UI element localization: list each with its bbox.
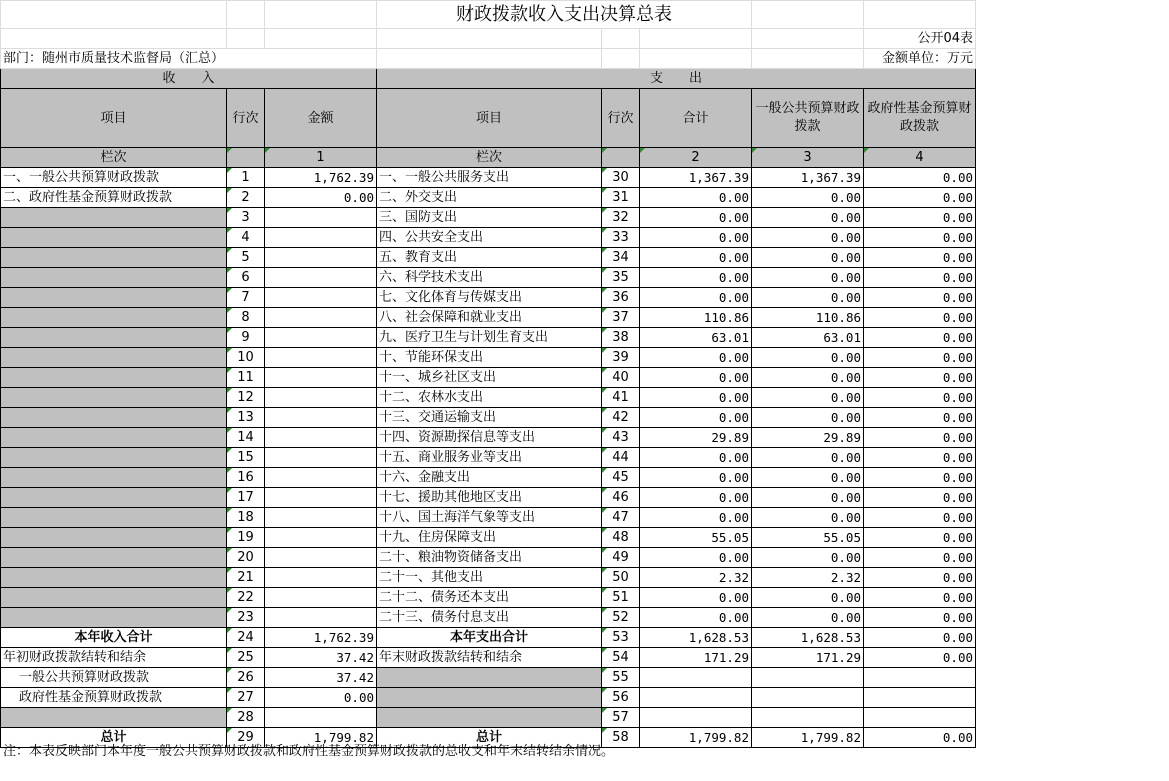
expense-fund-budget: 0.00	[864, 248, 976, 268]
form-number: 公开04表	[864, 29, 976, 49]
income-line-no: 16	[227, 468, 265, 488]
income-amount	[265, 248, 377, 268]
expense-item: 二、外交支出	[377, 188, 602, 208]
expense-grand-total-label: 总计	[377, 728, 602, 748]
expense-fund-budget: 0.00	[864, 388, 976, 408]
income-amount	[265, 708, 377, 728]
income-line-no: 10	[227, 348, 265, 368]
income-column-label: 栏次	[1, 148, 227, 168]
expense-item: 九、医疗卫生与计划生育支出	[377, 328, 602, 348]
table-row	[1, 548, 976, 568]
income-item	[1, 268, 227, 288]
expense-fund-budget: 0.00	[864, 528, 976, 548]
expense-total: 0.00	[640, 388, 752, 408]
expense-item: 十三、交通运输支出	[377, 408, 602, 428]
income-item	[1, 428, 227, 448]
income-amount	[265, 568, 377, 588]
expense-line-no: 38	[602, 328, 640, 348]
income-year-total-label: 本年收入合计	[1, 628, 227, 648]
expense-total: 0.00	[640, 188, 752, 208]
income-line-no: 19	[227, 528, 265, 548]
expense-general-budget: 0.00	[752, 448, 864, 468]
expense-item	[377, 708, 602, 728]
expense-fund-budget: 0.00	[864, 488, 976, 508]
income-line-no: 25	[227, 648, 265, 668]
expense-fund-budget: 0.00	[864, 348, 976, 368]
expense-item: 六、科学技术支出	[377, 268, 602, 288]
expense-item: 十六、金融支出	[377, 468, 602, 488]
expense-general-budget: 0.00	[752, 388, 864, 408]
unit-label: 金额单位：万元	[864, 49, 976, 69]
expense-carry-total: 171.29	[640, 648, 752, 668]
expense-fund-budget: 0.00	[864, 468, 976, 488]
expense-fund-budget: 0.00	[864, 568, 976, 588]
income-amount	[265, 288, 377, 308]
expense-fund-budget: 0.00	[864, 608, 976, 628]
income-line-header: 行次	[227, 89, 265, 148]
expense-general-budget: 0.00	[752, 248, 864, 268]
income-carry-sub-amount: 0.00	[265, 688, 377, 708]
expense-general-budget: 0.00	[752, 348, 864, 368]
expense-year-total-label: 本年支出合计	[377, 628, 602, 648]
expense-item: 十四、资源勘探信息等支出	[377, 428, 602, 448]
expense-fund-budget: 0.00	[864, 508, 976, 528]
income-amount	[265, 548, 377, 568]
expense-general-budget: 0.00	[752, 468, 864, 488]
income-line-no: 11	[227, 368, 265, 388]
income-amount	[265, 588, 377, 608]
expense-line-no: 43	[602, 428, 640, 448]
income-item	[1, 448, 227, 468]
expense-item	[377, 668, 602, 688]
expense-total: 0.00	[640, 368, 752, 388]
expense-total: 0.00	[640, 248, 752, 268]
expense-line-no: 44	[602, 448, 640, 468]
column-number-4: 4	[864, 148, 976, 168]
table-row	[1, 228, 976, 248]
expense-fund-budget: 0.00	[864, 548, 976, 568]
expense-fund-budget: 0.00	[864, 408, 976, 428]
expense-line-no: 32	[602, 208, 640, 228]
income-amount	[265, 448, 377, 468]
expense-general-budget: 0.00	[752, 548, 864, 568]
expense-total: 1,367.39	[640, 168, 752, 188]
expense-total: 0.00	[640, 408, 752, 428]
income-line-no: 6	[227, 268, 265, 288]
income-line-no: 4	[227, 228, 265, 248]
income-carry-sub-amount: 37.42	[265, 668, 377, 688]
expense-item: 十七、援助其他地区支出	[377, 488, 602, 508]
expense-fund-budget: 0.00	[864, 588, 976, 608]
expense-header: 支 出	[377, 69, 976, 89]
table-row	[1, 668, 976, 688]
expense-general-budget	[752, 708, 864, 728]
income-item	[1, 528, 227, 548]
income-item	[1, 248, 227, 268]
table-row	[1, 568, 976, 588]
table-row	[1, 408, 976, 428]
income-amount	[265, 228, 377, 248]
income-line-no: 14	[227, 428, 265, 448]
income-line-no: 22	[227, 588, 265, 608]
expense-fund-budget: 0.00	[864, 268, 976, 288]
expense-grand-general: 1,799.82	[752, 728, 864, 748]
expense-line-no: 52	[602, 608, 640, 628]
expense-item: 五、教育支出	[377, 248, 602, 268]
expense-line-no: 56	[602, 688, 640, 708]
expense-total	[640, 688, 752, 708]
income-amount	[265, 268, 377, 288]
table-row	[1, 448, 976, 468]
expense-line-no: 47	[602, 508, 640, 528]
expense-line-no: 30	[602, 168, 640, 188]
table-row	[1, 528, 976, 548]
table-row	[1, 288, 976, 308]
income-line-no: 12	[227, 388, 265, 408]
expense-fund-budget: 0.00	[864, 328, 976, 348]
expense-total: 0.00	[640, 288, 752, 308]
expense-fund-budget	[864, 688, 976, 708]
expense-year-fund: 0.00	[864, 628, 976, 648]
column-number-3: 3	[752, 148, 864, 168]
expense-total: 0.00	[640, 468, 752, 488]
expense-line-no: 57	[602, 708, 640, 728]
expense-grand-total: 1,799.82	[640, 728, 752, 748]
income-amount	[265, 388, 377, 408]
expense-fund-budget: 0.00	[864, 288, 976, 308]
expense-year-total: 1,628.53	[640, 628, 752, 648]
expense-total: 63.01	[640, 328, 752, 348]
expense-line-no: 40	[602, 368, 640, 388]
expense-general-budget: 0.00	[752, 588, 864, 608]
expense-line-no: 49	[602, 548, 640, 568]
income-amount	[265, 208, 377, 228]
income-amount	[265, 408, 377, 428]
income-amount	[265, 328, 377, 348]
income-line-no: 15	[227, 448, 265, 468]
income-item	[1, 368, 227, 388]
income-amount	[265, 468, 377, 488]
income-amount: 0.00	[265, 188, 377, 208]
expense-carry-fund: 0.00	[864, 648, 976, 668]
expense-general-budget: 0.00	[752, 268, 864, 288]
expense-fund-budget: 0.00	[864, 368, 976, 388]
expense-fund-budget	[864, 708, 976, 728]
expense-total: 0.00	[640, 208, 752, 228]
income-line-no: 26	[227, 668, 265, 688]
expense-item: 一、一般公共服务支出	[377, 168, 602, 188]
income-item	[1, 548, 227, 568]
expense-item: 三、国防支出	[377, 208, 602, 228]
income-item	[1, 488, 227, 508]
income-line-no: 17	[227, 488, 265, 508]
table-row	[1, 688, 976, 708]
expense-general-budget: 0.00	[752, 488, 864, 508]
income-amount	[265, 528, 377, 548]
expense-fund-budget: 0.00	[864, 228, 976, 248]
expense-total: 0.00	[640, 228, 752, 248]
expense-line-no: 55	[602, 668, 640, 688]
expense-item: 十八、国土海洋气象等支出	[377, 508, 602, 528]
income-item	[1, 388, 227, 408]
expense-general-budget: 0.00	[752, 208, 864, 228]
department-label: 部门：随州市质量技术监督局（汇总）	[1, 49, 377, 69]
expense-item: 四、公共安全支出	[377, 228, 602, 248]
table-row	[1, 308, 976, 328]
income-grand-total-amount: 1,799.82	[265, 728, 377, 748]
expense-total: 110.86	[640, 308, 752, 328]
income-line-no: 9	[227, 328, 265, 348]
income-line-no: 13	[227, 408, 265, 428]
income-item	[1, 588, 227, 608]
expense-line-no: 51	[602, 588, 640, 608]
expense-fund-budget	[864, 668, 976, 688]
expense-line-no: 36	[602, 288, 640, 308]
expense-fund-budget: 0.00	[864, 308, 976, 328]
income-item: 一、一般公共预算财政拨款	[1, 168, 227, 188]
income-item	[1, 708, 227, 728]
expense-line-no: 54	[602, 648, 640, 668]
income-item	[1, 508, 227, 528]
expense-year-general: 1,628.53	[752, 628, 864, 648]
income-amount	[265, 428, 377, 448]
income-line-no: 8	[227, 308, 265, 328]
income-amount-header: 金额	[265, 89, 377, 148]
income-item: 二、政府性基金预算财政拨款	[1, 188, 227, 208]
income-line-no: 5	[227, 248, 265, 268]
expense-item: 十、节能环保支出	[377, 348, 602, 368]
expense-total	[640, 708, 752, 728]
expense-general-budget	[752, 668, 864, 688]
income-item	[1, 308, 227, 328]
table-row	[1, 368, 976, 388]
column-number-2: 2	[640, 148, 752, 168]
income-amount	[265, 348, 377, 368]
income-amount	[265, 608, 377, 628]
expense-item: 二十三、债务付息支出	[377, 608, 602, 628]
expense-fund-budget: 0.00	[864, 208, 976, 228]
income-item	[1, 408, 227, 428]
expense-general-budget: 55.05	[752, 528, 864, 548]
table-row	[1, 508, 976, 528]
income-carry-sub-label: 一般公共预算财政拨款	[1, 668, 227, 688]
expense-general-budget: 0.00	[752, 228, 864, 248]
expense-total	[640, 668, 752, 688]
expense-item: 七、文化体育与传媒支出	[377, 288, 602, 308]
table-note: 注：本表反映部门本年度一般公共预算财政拨款和政府性基金预算财政拨款的总收支和年末结转结余情况。	[3, 744, 615, 759]
expense-line-no: 46	[602, 488, 640, 508]
expense-line-no: 45	[602, 468, 640, 488]
expense-general-budget: 0.00	[752, 508, 864, 528]
table-row	[1, 248, 976, 268]
expense-item: 十九、住房保障支出	[377, 528, 602, 548]
income-amount: 1,762.39	[265, 168, 377, 188]
expense-total: 55.05	[640, 528, 752, 548]
income-header: 收 入	[1, 69, 377, 89]
income-line-no: 29	[227, 728, 265, 748]
expense-item: 十二、农林水支出	[377, 388, 602, 408]
income-amount	[265, 368, 377, 388]
income-item	[1, 608, 227, 628]
table-row	[1, 168, 976, 188]
income-year-total-amount: 1,762.39	[265, 628, 377, 648]
expense-general-budget: 0.00	[752, 608, 864, 628]
expense-column-label: 栏次	[377, 148, 602, 168]
income-carry-amount: 37.42	[265, 648, 377, 668]
income-item	[1, 468, 227, 488]
expense-total: 0.00	[640, 348, 752, 368]
table-title: 财政拨款收入支出决算总表	[377, 1, 752, 29]
expense-line-no: 53	[602, 628, 640, 648]
expense-general-budget: 63.01	[752, 328, 864, 348]
expense-item: 二十一、其他支出	[377, 568, 602, 588]
income-amount	[265, 488, 377, 508]
expense-line-header: 行次	[602, 89, 640, 148]
table-row	[1, 428, 976, 448]
expense-item: 二十二、债务还本支出	[377, 588, 602, 608]
income-carry-sub-label: 政府性基金预算财政拨款	[1, 688, 227, 708]
table-row	[1, 628, 976, 648]
table-row	[1, 388, 976, 408]
expense-line-no: 39	[602, 348, 640, 368]
expense-item	[377, 688, 602, 708]
income-item	[1, 328, 227, 348]
column-number-1: 1	[265, 148, 377, 168]
income-line-no: 7	[227, 288, 265, 308]
expense-total: 0.00	[640, 508, 752, 528]
general-budget-header: 一般公共预算财政拨款	[752, 89, 864, 148]
income-item	[1, 208, 227, 228]
expense-item-header: 项目	[377, 89, 602, 148]
income-item	[1, 568, 227, 588]
expense-line-no: 35	[602, 268, 640, 288]
income-line-no: 23	[227, 608, 265, 628]
expense-total: 0.00	[640, 448, 752, 468]
expense-total: 2.32	[640, 568, 752, 588]
expense-item: 十五、商业服务业等支出	[377, 448, 602, 468]
expense-general-budget: 0.00	[752, 408, 864, 428]
income-line-no: 2	[227, 188, 265, 208]
table-row	[1, 208, 976, 228]
expense-total: 29.89	[640, 428, 752, 448]
table-row	[1, 708, 976, 728]
expense-line-no: 41	[602, 388, 640, 408]
expense-fund-budget: 0.00	[864, 168, 976, 188]
income-line-no: 27	[227, 688, 265, 708]
table-row	[1, 468, 976, 488]
expense-carry-general: 171.29	[752, 648, 864, 668]
expense-general-budget: 110.86	[752, 308, 864, 328]
expense-fund-budget: 0.00	[864, 188, 976, 208]
income-line-no: 3	[227, 208, 265, 228]
expense-grand-fund: 0.00	[864, 728, 976, 748]
fund-budget-header: 政府性基金预算财政拨款	[864, 89, 976, 148]
expense-line-no: 34	[602, 248, 640, 268]
expense-line-no: 31	[602, 188, 640, 208]
income-line-no: 18	[227, 508, 265, 528]
expense-line-no: 58	[602, 728, 640, 748]
expense-carry-label: 年末财政拨款结转和结余	[377, 648, 602, 668]
income-amount	[265, 308, 377, 328]
table-row	[1, 648, 976, 668]
expense-general-budget: 0.00	[752, 188, 864, 208]
income-grand-total-label: 总计	[1, 728, 227, 748]
table-row	[1, 348, 976, 368]
expense-line-no: 37	[602, 308, 640, 328]
expense-general-budget: 0.00	[752, 368, 864, 388]
income-item	[1, 348, 227, 368]
expense-total: 0.00	[640, 588, 752, 608]
income-item-header: 项目	[1, 89, 227, 148]
table-row	[1, 588, 976, 608]
table-row	[1, 188, 976, 208]
expense-total-header: 合计	[640, 89, 752, 148]
expense-general-budget: 1,367.39	[752, 168, 864, 188]
expense-line-no: 48	[602, 528, 640, 548]
expense-general-budget: 0.00	[752, 288, 864, 308]
expense-item: 二十、粮油物资储备支出	[377, 548, 602, 568]
expense-general-budget: 29.89	[752, 428, 864, 448]
income-line-no: 28	[227, 708, 265, 728]
expense-line-no: 50	[602, 568, 640, 588]
expense-item: 八、社会保障和就业支出	[377, 308, 602, 328]
table-row	[1, 328, 976, 348]
expense-general-budget	[752, 688, 864, 708]
income-line-no: 1	[227, 168, 265, 188]
income-amount	[265, 508, 377, 528]
table-row	[1, 608, 976, 628]
income-item	[1, 288, 227, 308]
income-line-no: 24	[227, 628, 265, 648]
expense-item: 十一、城乡社区支出	[377, 368, 602, 388]
expense-total: 0.00	[640, 488, 752, 508]
expense-total: 0.00	[640, 548, 752, 568]
income-line-no: 20	[227, 548, 265, 568]
expense-total: 0.00	[640, 268, 752, 288]
expense-line-no: 33	[602, 228, 640, 248]
table-row	[1, 268, 976, 288]
expense-fund-budget: 0.00	[864, 448, 976, 468]
income-line-no: 21	[227, 568, 265, 588]
expense-line-no: 42	[602, 408, 640, 428]
income-carry-label: 年初财政拨款结转和结余	[1, 648, 227, 668]
expense-total: 0.00	[640, 608, 752, 628]
expense-general-budget: 2.32	[752, 568, 864, 588]
table-row	[1, 488, 976, 508]
expense-fund-budget: 0.00	[864, 428, 976, 448]
income-item	[1, 228, 227, 248]
